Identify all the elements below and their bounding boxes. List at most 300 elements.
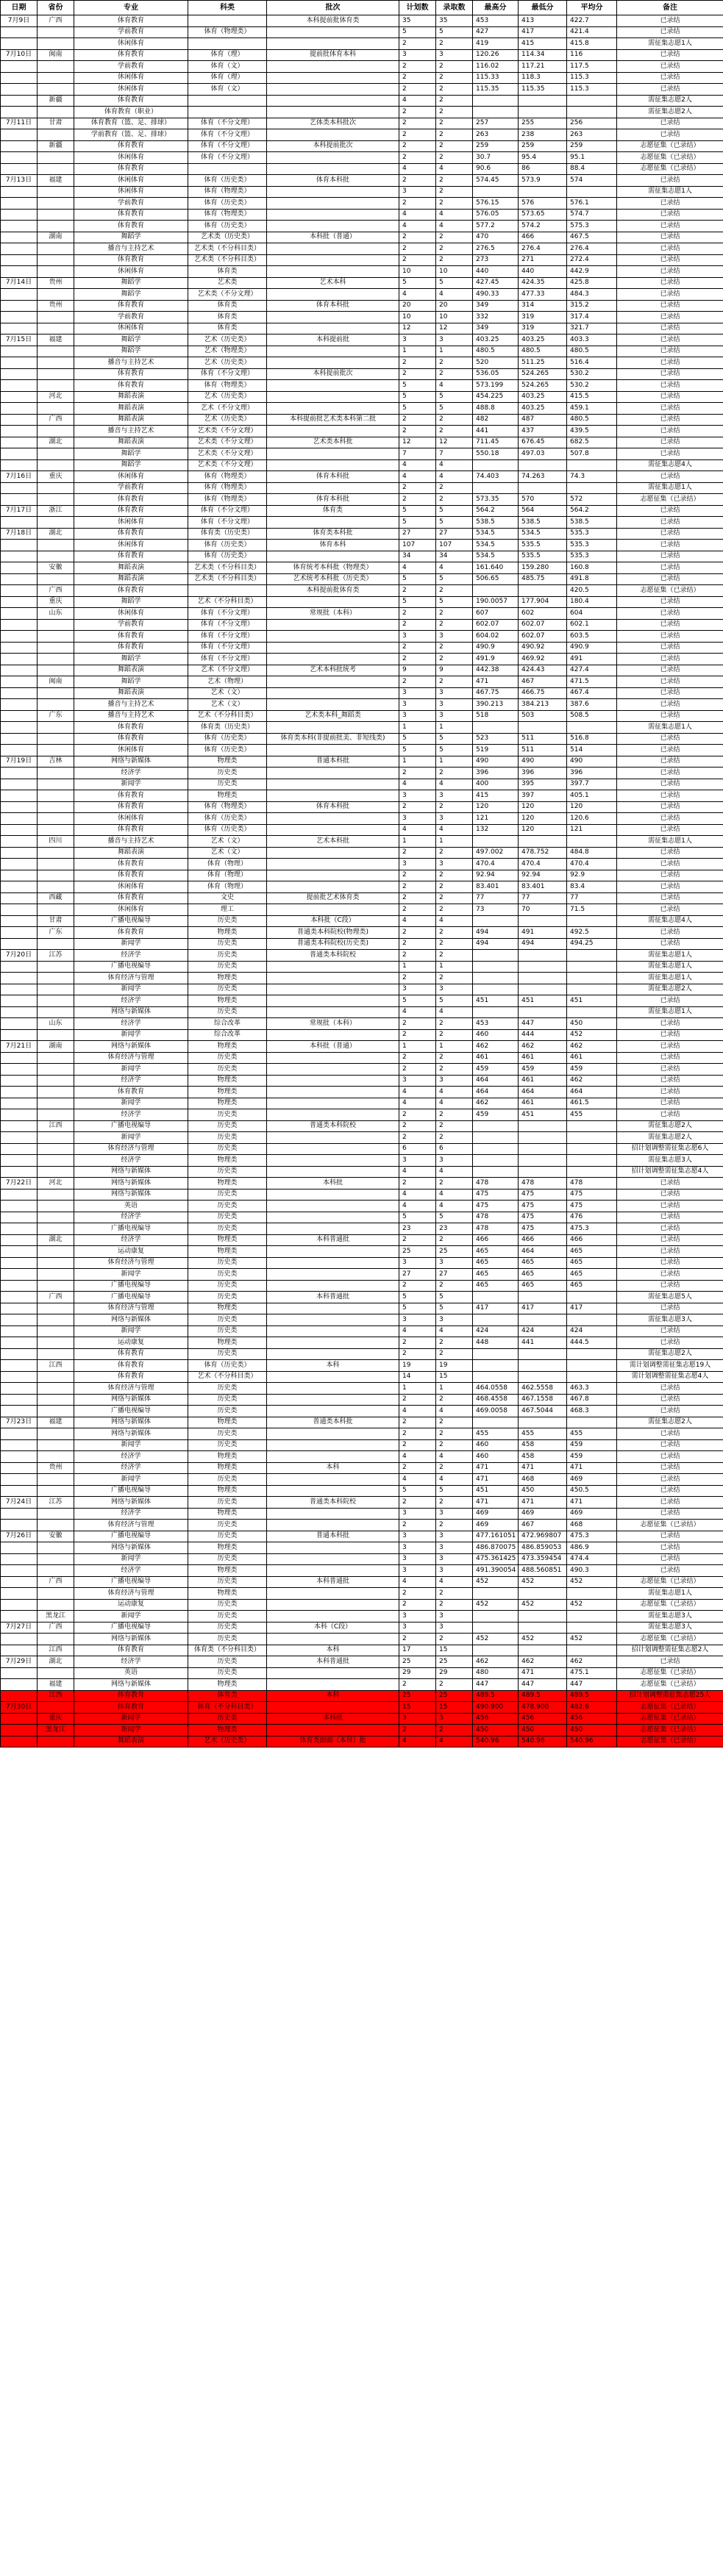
note-cell: 已录结 (617, 1234, 723, 1246)
table-row (1, 1576, 723, 1588)
major-cell: 休闲体育 (74, 266, 188, 278)
avg-cell: 475 (567, 1189, 617, 1201)
admitted-cell: 20 (436, 300, 473, 312)
avg-cell: 417 (567, 1303, 617, 1314)
date-cell (1, 995, 38, 1007)
max-cell (473, 1360, 519, 1372)
table-row (1, 414, 723, 426)
note-cell: 已录结 (617, 790, 723, 802)
plan-cell: 35 (399, 15, 436, 27)
max-cell: 460 (473, 1029, 519, 1041)
major-cell: 广播电视编导 (74, 1223, 188, 1235)
note-cell: 已录结 (617, 904, 723, 916)
table-row (1, 1360, 723, 1372)
province-cell (38, 459, 74, 471)
note-cell: 已录结 (617, 699, 723, 711)
batch-cell: 常规批（本科） (267, 1018, 399, 1030)
plan-cell: 3 (399, 1314, 436, 1326)
major-cell: 体育教育 (74, 801, 188, 813)
subject-cell: 历史类 (188, 1394, 267, 1406)
note-cell: 已录结 (617, 551, 723, 562)
batch-cell (267, 1132, 399, 1144)
admitted-cell: 15 (436, 1702, 473, 1714)
max-cell: 448 (473, 1337, 519, 1349)
table-row (1, 95, 723, 107)
subject-cell: 历史类 (188, 1713, 267, 1725)
avg-cell: 439.5 (567, 426, 617, 437)
major-cell: 经济学 (74, 1656, 188, 1668)
min-cell: 455 (519, 1428, 567, 1440)
admitted-cell: 5 (436, 403, 473, 415)
avg-cell: 120.6 (567, 813, 617, 825)
province-cell: 湖南 (38, 232, 74, 243)
min-cell: 489.5 (519, 1690, 567, 1702)
date-cell (1, 1280, 38, 1292)
date-cell (1, 1234, 38, 1246)
min-cell: 120 (519, 824, 567, 836)
avg-cell: 387.6 (567, 699, 617, 711)
avg-cell: 396 (567, 768, 617, 779)
subject-cell: 体育（文） (188, 61, 267, 73)
admitted-cell: 2 (436, 95, 473, 107)
date-cell (1, 1565, 38, 1577)
province-cell: 吉林 (38, 756, 74, 768)
batch-cell (267, 1542, 399, 1554)
date-cell (1, 1132, 38, 1144)
admitted-cell: 2 (436, 950, 473, 962)
note-cell: 已录结 (617, 334, 723, 346)
header-province: 省份 (38, 1, 74, 15)
major-cell: 体育教育 (74, 300, 188, 312)
admitted-cell: 15 (436, 1371, 473, 1383)
subject-cell: 体育（理） (188, 72, 267, 84)
table-row (1, 961, 723, 973)
province-cell: 江西 (38, 1120, 74, 1132)
min-cell (519, 585, 567, 597)
subject-cell: 历史类 (188, 1622, 267, 1634)
province-cell: 安徽 (38, 562, 74, 574)
province-cell: 江苏 (38, 950, 74, 962)
min-cell: 524.265 (519, 368, 567, 380)
avg-cell (567, 1417, 617, 1428)
subject-cell: 物理类 (188, 1508, 267, 1520)
major-cell: 新闻学 (74, 1725, 188, 1736)
plan-cell: 3 (399, 813, 436, 825)
avg-cell: 403.3 (567, 334, 617, 346)
batch-cell (267, 1406, 399, 1417)
major-cell: 休闲体育 (74, 745, 188, 756)
min-cell: 451 (519, 1109, 567, 1121)
table-row (1, 1246, 723, 1258)
avg-cell (567, 1314, 617, 1326)
plan-cell: 3 (399, 1075, 436, 1087)
min-cell: 452 (519, 1576, 567, 1588)
admitted-cell: 12 (436, 437, 473, 448)
plan-cell: 4 (399, 1098, 436, 1109)
admitted-cell: 2 (436, 870, 473, 881)
note-cell: 需征集志愿1人 (617, 186, 723, 198)
min-cell: 478 (519, 1178, 567, 1189)
subject-cell: 艺术类（不分科目类） (188, 562, 267, 574)
batch-cell (267, 790, 399, 802)
min-cell: 462.5558 (519, 1383, 567, 1395)
note-cell: 已录结 (617, 403, 723, 415)
note-cell: 需征集志愿2人 (617, 984, 723, 995)
province-cell (38, 859, 74, 870)
header-avg: 平均分 (567, 1, 617, 15)
table-row (1, 1064, 723, 1076)
batch-cell (267, 346, 399, 357)
batch-cell (267, 1599, 399, 1611)
batch-cell (267, 1052, 399, 1064)
plan-cell: 2 (399, 414, 436, 426)
admitted-cell: 2 (436, 1337, 473, 1349)
major-cell: 舞蹈学 (74, 459, 188, 471)
batch-cell (267, 26, 399, 38)
plan-cell: 5 (399, 573, 436, 585)
plan-cell: 15 (399, 1702, 436, 1714)
major-cell: 新闻学 (74, 1439, 188, 1451)
province-cell: 贵州 (38, 1462, 74, 1474)
province-cell: 闽南 (38, 49, 74, 61)
subject-cell: 艺术（不分文理） (188, 403, 267, 415)
min-cell: 461 (519, 1075, 567, 1087)
plan-cell: 3 (399, 687, 436, 699)
admitted-cell: 2 (436, 198, 473, 210)
province-cell (38, 482, 74, 494)
batch-cell (267, 1257, 399, 1269)
major-cell: 学前教育 (74, 482, 188, 494)
major-cell: 广播电视编导 (74, 1531, 188, 1542)
admitted-cell: 4 (436, 459, 473, 471)
min-cell (519, 984, 567, 995)
avg-cell: 95.1 (567, 152, 617, 164)
plan-cell: 2 (399, 1132, 436, 1144)
major-cell: 播音与主持艺术 (74, 357, 188, 369)
date-cell (1, 1451, 38, 1463)
avg-cell (567, 186, 617, 198)
max-cell: 494 (473, 938, 519, 950)
admitted-cell: 2 (436, 357, 473, 369)
date-cell (1, 1428, 38, 1440)
plan-cell: 4 (399, 1201, 436, 1212)
admitted-cell: 5 (436, 1212, 473, 1223)
province-cell (38, 973, 74, 984)
table-row (1, 1406, 723, 1417)
note-cell: 已录结 (617, 437, 723, 448)
date-cell (1, 1006, 38, 1018)
batch-cell: 体育类面面（本科）批 (267, 1736, 399, 1747)
subject-cell: 艺术（不分科目类） (188, 710, 267, 722)
max-cell (473, 1292, 519, 1303)
max-cell (473, 1314, 519, 1326)
note-cell: 已录结 (617, 573, 723, 585)
avg-cell: 71.5 (567, 904, 617, 916)
avg-cell: 492.5 (567, 927, 617, 939)
note-cell: 已录结 (617, 1394, 723, 1406)
max-cell (473, 95, 519, 107)
major-cell: 学前教育 (74, 619, 188, 631)
province-cell (38, 61, 74, 73)
plan-cell: 2 (399, 175, 436, 187)
major-cell: 体育教育 (74, 209, 188, 221)
batch-cell (267, 1006, 399, 1018)
major-cell: 广播电视编导 (74, 1622, 188, 1634)
subject-cell: 体育（物理类） (188, 471, 267, 483)
batch-cell (267, 699, 399, 711)
subject-cell: 体育（物理类） (188, 186, 267, 198)
batch-cell (267, 254, 399, 266)
avg-cell (567, 1348, 617, 1360)
table-row (1, 1565, 723, 1577)
avg-cell: 471 (567, 1497, 617, 1509)
date-cell (1, 1269, 38, 1281)
date-cell: 7月11日 (1, 118, 38, 129)
province-cell (38, 870, 74, 881)
province-cell (38, 540, 74, 551)
batch-cell: 本科普通批 (267, 1576, 399, 1588)
plan-cell: 19 (399, 1360, 436, 1372)
plan-cell: 2 (399, 1520, 436, 1531)
table-row (1, 1542, 723, 1554)
plan-cell: 2 (399, 1029, 436, 1041)
note-cell: 志愿征集（已录结） (617, 1667, 723, 1679)
plan-cell: 17 (399, 1645, 436, 1656)
province-cell (38, 665, 74, 676)
date-cell (1, 1485, 38, 1497)
min-cell: 74.263 (519, 471, 567, 483)
note-cell: 已录结 (617, 927, 723, 939)
admitted-cell: 19 (436, 1360, 473, 1372)
batch-cell: 本科 (267, 1360, 399, 1372)
note-cell: 已录结 (617, 426, 723, 437)
note-cell: 需征集志愿4人 (617, 915, 723, 927)
date-cell (1, 1348, 38, 1360)
max-cell: 471 (473, 676, 519, 688)
note-cell: 已录结 (617, 15, 723, 27)
date-cell (1, 357, 38, 369)
province-cell (38, 1508, 74, 1520)
date-cell (1, 1223, 38, 1235)
table-row (1, 346, 723, 357)
batch-cell (267, 323, 399, 334)
plan-cell: 5 (399, 277, 436, 289)
admitted-cell: 4 (436, 163, 473, 175)
plan-cell: 27 (399, 528, 436, 540)
batch-cell (267, 1348, 399, 1360)
max-cell: 454.225 (473, 391, 519, 403)
date-cell (1, 859, 38, 870)
province-cell (38, 1337, 74, 1349)
plan-cell: 2 (399, 357, 436, 369)
admitted-cell: 4 (436, 380, 473, 392)
min-cell (519, 1143, 567, 1155)
province-cell (38, 380, 74, 392)
date-cell (1, 300, 38, 312)
note-cell: 已录结 (617, 254, 723, 266)
admitted-cell: 2 (436, 175, 473, 187)
table-row (1, 859, 723, 870)
min-cell: 458 (519, 1451, 567, 1463)
province-cell (38, 1064, 74, 1076)
max-cell: 491.9 (473, 654, 519, 665)
subject-cell: 历史类 (188, 1576, 267, 1588)
province-cell (38, 619, 74, 631)
major-cell: 新闻学 (74, 1064, 188, 1076)
province-cell (38, 733, 74, 745)
max-cell: 477.161051 (473, 1531, 519, 1542)
batch-cell (267, 1588, 399, 1600)
batch-cell (267, 357, 399, 369)
min-cell: 95.4 (519, 152, 567, 164)
note-cell: 需征集志愿4人 (617, 459, 723, 471)
plan-cell: 4 (399, 459, 436, 471)
major-cell: 新闻学 (74, 1474, 188, 1486)
avg-cell: 471 (567, 1462, 617, 1474)
subject-cell: 体育（历史类） (188, 198, 267, 210)
province-cell: 河北 (38, 1178, 74, 1189)
major-cell: 体育经济与管理 (74, 1520, 188, 1531)
batch-cell (267, 961, 399, 973)
subject-cell: 艺术（历史类） (188, 357, 267, 369)
subject-cell: 物理类 (188, 1462, 267, 1474)
major-cell: 广播电视编导 (74, 1292, 188, 1303)
table-row (1, 1041, 723, 1053)
admitted-cell: 3 (436, 49, 473, 61)
note-cell: 已录结 (617, 995, 723, 1007)
province-cell: 广东 (38, 710, 74, 722)
date-cell: 7月27日 (1, 1622, 38, 1634)
subject-cell: 体育类 (188, 300, 267, 312)
plan-cell: 4 (399, 779, 436, 790)
batch-cell (267, 517, 399, 529)
min-cell: 472.969807 (519, 1531, 567, 1542)
plan-cell: 2 (399, 847, 436, 859)
admitted-cell: 25 (436, 1246, 473, 1258)
major-cell: 广播电视编导 (74, 915, 188, 927)
plan-cell: 3 (399, 1553, 436, 1565)
max-cell: 478 (473, 1212, 519, 1223)
note-cell: 需征集志愿1人 (617, 973, 723, 984)
table-row (1, 300, 723, 312)
province-cell (38, 1736, 74, 1747)
note-cell: 已录结 (617, 631, 723, 643)
max-cell: 462 (473, 1041, 519, 1053)
note-cell: 已录结 (617, 1280, 723, 1292)
note-cell: 已录结 (617, 243, 723, 255)
admitted-cell: 4 (436, 1736, 473, 1747)
date-cell (1, 824, 38, 836)
date-cell (1, 801, 38, 813)
note-cell: 需征集志愿1人 (617, 722, 723, 734)
min-cell: 115.35 (519, 84, 567, 96)
major-cell: 经济学 (74, 1018, 188, 1030)
subject-cell: 艺术（历史类） (188, 1736, 267, 1747)
batch-cell: 艺术类本科_舞蹈类 (267, 710, 399, 722)
date-cell (1, 459, 38, 471)
note-cell: 招计划调整需征集志愿25人 (617, 1690, 723, 1702)
avg-cell: 444.5 (567, 1337, 617, 1349)
major-cell: 经济学 (74, 1155, 188, 1167)
plan-cell: 2 (399, 1439, 436, 1451)
province-cell: 湖北 (38, 1234, 74, 1246)
admitted-cell: 2 (436, 1109, 473, 1121)
province-cell (38, 1143, 74, 1155)
admitted-cell: 4 (436, 471, 473, 483)
subject-cell: 综合改革 (188, 1018, 267, 1030)
min-cell: 467 (519, 1520, 567, 1531)
table-row (1, 1462, 723, 1474)
table-row (1, 289, 723, 301)
min-cell: 452 (519, 1634, 567, 1645)
major-cell: 舞蹈学 (74, 334, 188, 346)
max-cell: 475 (473, 1189, 519, 1201)
batch-cell (267, 1280, 399, 1292)
min-cell: 461 (519, 1098, 567, 1109)
province-cell (38, 573, 74, 585)
plan-cell: 4 (399, 562, 436, 574)
avg-cell (567, 915, 617, 927)
avg-cell: 491 (567, 654, 617, 665)
subject-cell: 艺术（物理类） (188, 346, 267, 357)
note-cell: 已录结 (617, 1406, 723, 1417)
date-cell (1, 1166, 38, 1178)
province-cell (38, 346, 74, 357)
major-cell: 体育教育 (74, 1371, 188, 1383)
subject-cell: 体育类（历史类） (188, 722, 267, 734)
table-row (1, 1155, 723, 1167)
plan-cell: 2 (399, 1462, 436, 1474)
note-cell: 已录结 (617, 1223, 723, 1235)
province-cell (38, 1553, 74, 1565)
major-cell: 体育教育 (74, 528, 188, 540)
plan-cell: 3 (399, 1565, 436, 1577)
batch-cell: 体育本科批 (267, 471, 399, 483)
date-cell: 7月16日 (1, 471, 38, 483)
major-cell: 新闻学 (74, 1325, 188, 1337)
subject-cell: 历史类 (188, 1143, 267, 1155)
date-cell: 7月23日 (1, 1417, 38, 1428)
province-cell: 四川 (38, 836, 74, 848)
date-cell: 7月10日 (1, 49, 38, 61)
min-cell: 83.401 (519, 881, 567, 893)
avg-cell: 572 (567, 494, 617, 506)
max-cell: 497.002 (473, 847, 519, 859)
date-cell (1, 1690, 38, 1702)
table-row (1, 254, 723, 266)
admitted-cell: 2 (436, 482, 473, 494)
province-cell: 甘肃 (38, 915, 74, 927)
min-cell: 465 (519, 1257, 567, 1269)
major-cell: 新闻学 (74, 1713, 188, 1725)
min-cell: 450 (519, 1725, 567, 1736)
admitted-cell: 3 (436, 790, 473, 802)
table-row (1, 471, 723, 483)
table-row (1, 1143, 723, 1155)
admitted-cell: 2 (436, 676, 473, 688)
table-row (1, 494, 723, 506)
admitted-cell: 2 (436, 1439, 473, 1451)
subject-cell: 艺术（文） (188, 847, 267, 859)
avg-cell: 603.5 (567, 631, 617, 643)
min-cell: 464 (519, 1087, 567, 1098)
subject-cell: 体育类 (188, 312, 267, 323)
admitted-cell: 2 (436, 84, 473, 96)
date-cell (1, 870, 38, 881)
date-cell (1, 266, 38, 278)
plan-cell: 2 (399, 1428, 436, 1440)
table-row (1, 824, 723, 836)
